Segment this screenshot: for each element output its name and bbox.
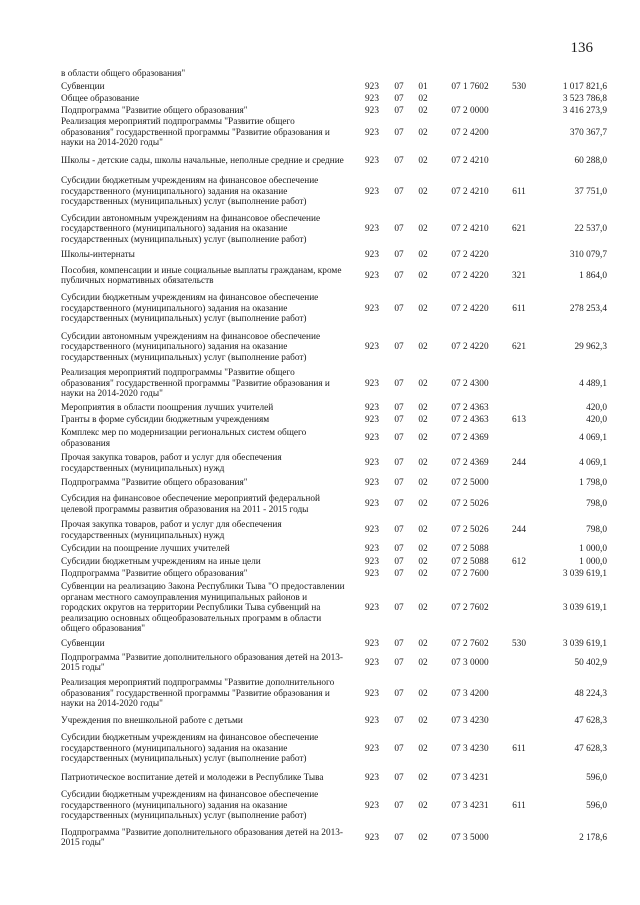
row-csr: 07 2 4220 xyxy=(451,303,489,314)
row-csr: 07 3 4230 xyxy=(451,743,489,754)
row-csr: 07 2 4300 xyxy=(451,378,489,389)
row-ved: 923 xyxy=(365,303,379,314)
table-row xyxy=(61,211,607,248)
row-ved: 923 xyxy=(365,81,379,92)
row-name: Субсидии бюджетным учреждениям на финансовое обеспечение государственного (муниципального) задания на оказание государственных (муниципальных) услуг (выполнение работ) xyxy=(61,293,319,325)
row-ved: 923 xyxy=(365,342,379,353)
row-rz: 07 xyxy=(394,270,404,281)
row-sum: 1 798,0 xyxy=(579,478,607,489)
row-csr: 07 2 4363 xyxy=(451,414,489,425)
row-name: Общее образование xyxy=(61,93,140,104)
row-sum: 47 628,3 xyxy=(574,743,607,754)
row-pr: 02 xyxy=(418,303,428,314)
row-csr: 07 2 5026 xyxy=(451,499,489,510)
table-row xyxy=(61,769,607,787)
row-sum: 22 537,0 xyxy=(574,224,607,235)
row-pr: 02 xyxy=(418,499,428,510)
row-sum: 1 000,0 xyxy=(579,556,607,567)
row-rz: 07 xyxy=(394,499,404,510)
row-rz: 07 xyxy=(394,772,404,783)
row-name: Субвенции xyxy=(61,638,105,649)
row-rz: 07 xyxy=(394,93,404,104)
row-vr: 612 xyxy=(512,556,526,567)
table-row xyxy=(61,329,607,366)
row-sum: 420,0 xyxy=(586,414,607,425)
row-rz: 07 xyxy=(394,458,404,469)
row-ved: 923 xyxy=(365,458,379,469)
row-csr: 07 2 4210 xyxy=(451,224,489,235)
row-pr: 02 xyxy=(418,342,428,353)
row-name: Патриотическое воспитание детей и молодежи в Республике Тыва xyxy=(61,772,324,783)
row-pr: 02 xyxy=(418,638,428,649)
row-sum: 3 523 786,8 xyxy=(562,93,607,104)
row-sum: 1 017 821,6 xyxy=(562,81,607,92)
table-row xyxy=(61,713,607,729)
row-pr: 02 xyxy=(418,772,428,783)
row-sum: 50 402,9 xyxy=(574,657,607,668)
row-sum: 420,0 xyxy=(586,402,607,413)
row-ved: 923 xyxy=(365,93,379,104)
row-pr: 02 xyxy=(418,688,428,699)
row-pr: 02 xyxy=(418,378,428,389)
row-csr: 07 3 4231 xyxy=(451,772,489,783)
row-pr: 02 xyxy=(418,478,428,489)
row-vr: 613 xyxy=(512,414,526,425)
page-number: 136 xyxy=(570,40,593,56)
row-ved: 923 xyxy=(365,105,379,116)
row-csr: 07 1 7602 xyxy=(451,81,489,92)
row-pr: 02 xyxy=(418,127,428,138)
row-pr: 02 xyxy=(418,458,428,469)
row-rz: 07 xyxy=(394,224,404,235)
row-sum: 1 000,0 xyxy=(579,544,607,555)
row-name: Субсидии бюджетным учреждениям на иные цели xyxy=(61,556,261,567)
row-pr: 02 xyxy=(418,433,428,444)
row-pr: 02 xyxy=(418,155,428,166)
row-name: Субвенции на реализацию Закона Республики Тыва "О предоставлении органам местного самоуправления муниципальных районов и городских округов на территории Республики Тыва субвенций на реализацию основных общеобразовательных программ в области общего образования" xyxy=(61,582,345,635)
row-vr: 621 xyxy=(512,224,526,235)
row-csr: 07 3 4200 xyxy=(451,688,489,699)
row-sum: 60 288,0 xyxy=(574,155,607,166)
row-sum: 310 079,7 xyxy=(569,250,607,261)
row-csr: 07 2 5088 xyxy=(451,544,489,555)
row-csr: 07 2 4210 xyxy=(451,186,489,197)
budget-table xyxy=(61,68,607,851)
row-ved: 923 xyxy=(365,224,379,235)
row-pr: 02 xyxy=(418,93,428,104)
row-rz: 07 xyxy=(394,478,404,489)
row-pr: 02 xyxy=(418,250,428,261)
row-name: Субсидии бюджетным учреждениям на финансовое обеспечение государственного (муниципального) задания на оказание государственных (муниципальных) услуг (выполнение работ) xyxy=(61,733,319,765)
table-row xyxy=(61,173,607,211)
row-rz: 07 xyxy=(394,402,404,413)
row-csr: 07 2 5088 xyxy=(451,556,489,567)
row-rz: 07 xyxy=(394,127,404,138)
row-csr: 07 3 4230 xyxy=(451,715,489,726)
row-rz: 07 xyxy=(394,688,404,699)
row-rz: 07 xyxy=(394,81,404,92)
row-name: Пособия, компенсации и иные социальные выплаты гражданам, кроме публичных нормативных обязательств xyxy=(61,265,342,286)
table-row xyxy=(61,543,607,556)
row-csr: 07 2 4220 xyxy=(451,250,489,261)
table-row xyxy=(61,289,607,329)
row-name: Реализация мероприятий подпрограммы "Развитие общего образования" государственной программы "Развитие образования и науки на 2014-2020 годы" xyxy=(61,368,330,400)
row-pr: 02 xyxy=(418,568,428,579)
row-csr: 07 2 4220 xyxy=(451,342,489,353)
row-rz: 07 xyxy=(394,303,404,314)
row-sum: 47 628,3 xyxy=(574,715,607,726)
row-ved: 923 xyxy=(365,478,379,489)
row-ved: 923 xyxy=(365,250,379,261)
row-pr: 02 xyxy=(418,270,428,281)
table-row xyxy=(61,248,607,263)
row-name: Субсидия на финансовое обеспечение мероприятий федеральной целевой программы развития образования на 2011 - 2015 годы xyxy=(61,494,321,515)
row-pr: 02 xyxy=(418,105,428,116)
row-ved: 923 xyxy=(365,155,379,166)
row-pr: 02 xyxy=(418,224,428,235)
row-rz: 07 xyxy=(394,568,404,579)
table-row xyxy=(61,825,607,851)
row-name: Субсидии бюджетным учреждениям на финансовое обеспечение государственного (муниципального) задания на оказание государственных (муниципальных) услуг (выполнение работ) xyxy=(61,176,319,208)
table-row xyxy=(61,518,607,543)
row-name: Подпрограмма "Развитие общего образования" xyxy=(61,568,248,579)
row-pr: 02 xyxy=(418,186,428,197)
row-rz: 07 xyxy=(394,105,404,116)
row-name: Подпрограмма "Развитие общего образования" xyxy=(61,105,248,116)
row-sum: 4 489,1 xyxy=(579,378,607,389)
row-sum: 48 224,3 xyxy=(574,688,607,699)
row-sum: 4 069,1 xyxy=(579,458,607,469)
row-pr: 02 xyxy=(418,525,428,536)
row-name: Подпрограмма "Развитие дополнительного образования детей на 2013-2015 годы" xyxy=(61,827,343,848)
table-row xyxy=(61,105,607,117)
row-name: Прочая закупка товаров, работ и услуг для обеспечения государственных (муниципальных) нужд xyxy=(61,520,282,541)
table-row xyxy=(61,81,607,93)
row-csr: 07 2 7602 xyxy=(451,603,489,614)
row-sum: 3 039 619,1 xyxy=(562,603,607,614)
row-vr: 321 xyxy=(512,270,526,281)
row-csr: 07 2 4210 xyxy=(451,155,489,166)
row-ved: 923 xyxy=(365,414,379,425)
row-ved: 923 xyxy=(365,556,379,567)
row-ved: 923 xyxy=(365,743,379,754)
row-name: Прочая закупка товаров, работ и услуг для обеспечения государственных (муниципальных) нужд xyxy=(61,453,282,474)
row-ved: 923 xyxy=(365,270,379,281)
row-pr: 02 xyxy=(418,832,428,843)
row-sum: 4 069,1 xyxy=(579,433,607,444)
row-csr: 07 2 4220 xyxy=(451,270,489,281)
row-name: Комплекс мер по модернизации региональных систем общего образования xyxy=(61,428,307,449)
row-sum: 798,0 xyxy=(586,499,607,510)
table-row xyxy=(61,729,607,769)
row-sum: 3 416 273,9 xyxy=(562,105,607,116)
row-name: Учреждения по внешкольной работе с детьми xyxy=(61,715,243,726)
row-ved: 923 xyxy=(365,186,379,197)
row-vr: 611 xyxy=(512,800,526,811)
row-sum: 596,0 xyxy=(586,800,607,811)
table-row xyxy=(61,651,607,675)
table-row xyxy=(61,556,607,568)
table-row xyxy=(61,93,607,105)
row-rz: 07 xyxy=(394,715,404,726)
row-pr: 02 xyxy=(418,657,428,668)
row-vr: 530 xyxy=(512,81,526,92)
row-name: в области общего образования" xyxy=(61,69,186,80)
row-csr: 07 2 4369 xyxy=(451,458,489,469)
row-name: Школы - детские сады, школы начальные, неполные средние и средние xyxy=(61,155,344,166)
row-rz: 07 xyxy=(394,525,404,536)
table-row xyxy=(61,149,607,173)
row-csr: 07 3 0000 xyxy=(451,657,489,668)
row-ved: 923 xyxy=(365,544,379,555)
row-ved: 923 xyxy=(365,433,379,444)
row-vr: 530 xyxy=(512,638,526,649)
row-vr: 244 xyxy=(512,525,526,536)
row-csr: 07 2 5000 xyxy=(451,478,489,489)
table-row xyxy=(61,675,607,713)
row-pr: 02 xyxy=(418,743,428,754)
row-rz: 07 xyxy=(394,414,404,425)
row-pr: 02 xyxy=(418,544,428,555)
row-sum: 3 039 619,1 xyxy=(562,568,607,579)
row-sum: 1 864,0 xyxy=(579,270,607,281)
table-row xyxy=(61,476,607,491)
row-vr: 611 xyxy=(512,303,526,314)
row-pr: 02 xyxy=(418,715,428,726)
row-csr: 07 2 4200 xyxy=(451,127,489,138)
row-csr: 07 2 4369 xyxy=(451,433,489,444)
row-rz: 07 xyxy=(394,832,404,843)
table-row xyxy=(61,68,607,81)
table-row xyxy=(61,451,607,476)
row-pr: 02 xyxy=(418,414,428,425)
row-rz: 07 xyxy=(394,155,404,166)
row-name: Субсидии автономным учреждениям на финансовое обеспечение государственного (муниципального) задания на оказание государственных (муниципальных) услуг (выполнение работ) xyxy=(61,331,321,363)
row-ved: 923 xyxy=(365,499,379,510)
table-row xyxy=(61,263,607,289)
row-sum: 2 178,6 xyxy=(579,832,607,843)
table-row xyxy=(61,402,607,414)
row-rz: 07 xyxy=(394,250,404,261)
table-row xyxy=(61,117,607,149)
row-csr: 07 2 4363 xyxy=(451,402,489,413)
row-vr: 611 xyxy=(512,186,526,197)
row-ved: 923 xyxy=(365,688,379,699)
row-name: Подпрограмма "Развитие дополнительного образования детей на 2013-2015 годы" xyxy=(61,652,343,673)
row-ved: 923 xyxy=(365,603,379,614)
row-sum: 29 962,3 xyxy=(574,342,607,353)
table-row xyxy=(61,787,607,825)
row-name: Реализация мероприятий подпрограммы "Развитие общего образования" государственной программы "Развитие образования и науки на 2014-2020 годы" xyxy=(61,117,330,149)
row-pr: 02 xyxy=(418,556,428,567)
row-rz: 07 xyxy=(394,544,404,555)
table-row xyxy=(61,366,607,402)
row-rz: 07 xyxy=(394,378,404,389)
row-csr: 07 3 4231 xyxy=(451,800,489,811)
row-vr: 244 xyxy=(512,458,526,469)
table-row xyxy=(61,568,607,580)
row-rz: 07 xyxy=(394,743,404,754)
row-csr: 07 3 5000 xyxy=(451,832,489,843)
row-rz: 07 xyxy=(394,638,404,649)
row-sum: 3 039 619,1 xyxy=(562,638,607,649)
table-row xyxy=(61,580,607,637)
row-ved: 923 xyxy=(365,525,379,536)
row-name: Мероприятия в области поощрения лучших учителей xyxy=(61,402,274,413)
row-pr: 02 xyxy=(418,402,428,413)
row-rz: 07 xyxy=(394,603,404,614)
table-row xyxy=(61,491,607,518)
row-csr: 07 2 5026 xyxy=(451,525,489,536)
row-rz: 07 xyxy=(394,342,404,353)
row-rz: 07 xyxy=(394,186,404,197)
table-row xyxy=(61,637,607,651)
row-csr: 07 2 0000 xyxy=(451,105,489,116)
row-ved: 923 xyxy=(365,402,379,413)
row-ved: 923 xyxy=(365,638,379,649)
row-name: Гранты в форме субсидии бюджетным учреждениям xyxy=(61,414,270,425)
row-pr: 01 xyxy=(418,81,428,92)
row-rz: 07 xyxy=(394,800,404,811)
row-vr: 611 xyxy=(512,743,526,754)
row-ved: 923 xyxy=(365,772,379,783)
row-rz: 07 xyxy=(394,657,404,668)
row-pr: 02 xyxy=(418,603,428,614)
row-sum: 37 751,0 xyxy=(574,186,607,197)
row-csr: 07 2 7600 xyxy=(451,568,489,579)
row-name: Подпрограмма "Развитие общего образования" xyxy=(61,478,248,489)
row-rz: 07 xyxy=(394,433,404,444)
row-ved: 923 xyxy=(365,832,379,843)
row-ved: 923 xyxy=(365,715,379,726)
row-sum: 370 367,7 xyxy=(569,127,607,138)
row-vr: 621 xyxy=(512,342,526,353)
table-row xyxy=(61,426,607,451)
row-name: Субсидии автономным учреждениям на финансовое обеспечение государственного (муниципального) задания на оказание государственных (муниципальных) услуг (выполнение работ) xyxy=(61,213,321,245)
row-csr: 07 2 7602 xyxy=(451,638,489,649)
row-sum: 798,0 xyxy=(586,525,607,536)
row-ved: 923 xyxy=(365,800,379,811)
row-sum: 278 253,4 xyxy=(569,303,607,314)
row-name: Субвенции xyxy=(61,81,105,92)
row-name: Субсидии на поощрение лучших учителей xyxy=(61,544,230,555)
row-pr: 02 xyxy=(418,800,428,811)
row-name: Субсидии бюджетным учреждениям на финансовое обеспечение государственного (муниципального) задания на оказание государственных (муниципальных) услуг (выполнение работ) xyxy=(61,790,319,822)
row-name: Школы-интернаты xyxy=(61,250,135,261)
row-ved: 923 xyxy=(365,127,379,138)
row-name: Реализация мероприятий подпрограммы "Развитие дополнительного образования" государственной программы "Развитие образования и науки на 2014-2020 годы" xyxy=(61,678,335,710)
row-sum: 596,0 xyxy=(586,772,607,783)
table-row xyxy=(61,414,607,426)
row-ved: 923 xyxy=(365,657,379,668)
row-ved: 923 xyxy=(365,568,379,579)
row-rz: 07 xyxy=(394,556,404,567)
row-ved: 923 xyxy=(365,378,379,389)
